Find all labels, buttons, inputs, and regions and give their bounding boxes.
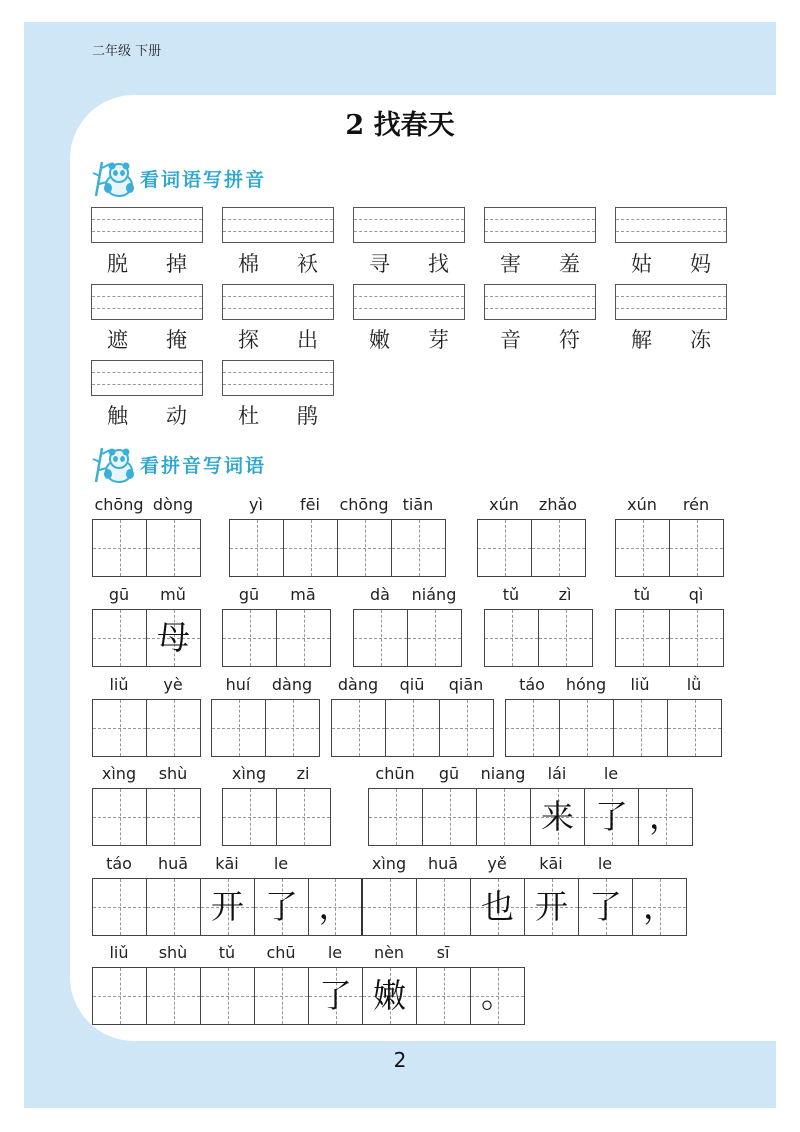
lesson-title: 2 找春天 (345, 110, 455, 141)
word-character: 杜 (238, 404, 259, 428)
pinyin-syllable (308, 854, 362, 873)
writing-cell[interactable] (277, 789, 331, 845)
pinyin-prompt (92, 854, 686, 873)
pinyin-prompt (92, 495, 200, 514)
pinyin-syllable: shù (158, 943, 188, 962)
cell-character: 了 (589, 887, 622, 926)
writing-cell[interactable] (223, 789, 277, 845)
pinyin-syllable: dàng (337, 675, 379, 694)
pinyin-syllable: lǜ (686, 675, 702, 694)
writing-cell[interactable] (369, 789, 423, 845)
vocabulary-word (91, 324, 203, 354)
pinyin-prompt (477, 495, 585, 514)
cell-character: 开 (535, 887, 568, 926)
tianzige-grid (615, 519, 724, 577)
pinyin-syllable: chūn (375, 764, 415, 783)
writing-cell[interactable] (93, 700, 147, 756)
word-character: 寻 (369, 252, 390, 276)
pinyin-syllable: zhǎo (538, 495, 578, 514)
panda-bamboo-icon (92, 444, 138, 484)
pinyin-answer-box[interactable] (353, 284, 465, 320)
tianzige-grid (505, 699, 722, 757)
pinyin-syllable: táo (519, 675, 545, 694)
writing-cell[interactable] (147, 700, 201, 756)
writing-cell[interactable] (147, 879, 201, 935)
writing-cell[interactable] (147, 789, 201, 845)
pinyin-syllable: chū (266, 943, 296, 962)
pinyin-prompt (505, 675, 721, 694)
writing-cell[interactable] (668, 700, 722, 756)
pinyin-syllable: huí (225, 675, 251, 694)
writing-cell[interactable] (392, 520, 446, 576)
pinyin-syllable: qì (688, 585, 704, 604)
word-character: 掩 (166, 328, 187, 352)
cell-character: 了 (319, 976, 352, 1015)
cell-character: 开 (211, 887, 244, 926)
pinyin-syllable: chōng (339, 495, 389, 514)
writing-cell[interactable] (93, 789, 147, 845)
pinyin-syllable: kāi (215, 854, 239, 873)
writing-cell[interactable] (266, 700, 320, 756)
pinyin-syllable: shù (158, 764, 188, 783)
vocabulary-word (484, 324, 596, 354)
page-number: 2 (393, 1048, 407, 1072)
pinyin-prompt (484, 585, 592, 604)
section-head-pinyin (92, 158, 266, 198)
word-character: 符 (559, 328, 580, 352)
pinyin-prompt (353, 585, 461, 604)
word-character: 遮 (107, 328, 128, 352)
writing-cell[interactable] (477, 789, 531, 845)
word-character: 掉 (166, 252, 187, 276)
writing-cell[interactable] (332, 700, 386, 756)
pinyin-syllable: tǔ (502, 585, 520, 604)
section-title: 看词语写拼音 (140, 168, 267, 191)
given-character-cell (471, 879, 525, 935)
word-character: 解 (631, 328, 652, 352)
writing-cell[interactable] (255, 968, 309, 1024)
cell-character: 母 (157, 618, 190, 657)
pinyin-prompt (92, 675, 200, 694)
pinyin-syllable: niang (480, 764, 526, 783)
tianzige-grid (211, 699, 320, 757)
pinyin-syllable: qiān (448, 675, 484, 694)
writing-cell[interactable] (506, 700, 560, 756)
tianzige-grid (331, 699, 494, 757)
pinyin-syllable: hóng (565, 675, 607, 694)
pinyin-syllable: táo (106, 854, 132, 873)
writing-cell[interactable] (354, 610, 408, 666)
pinyin-syllable: niáng (411, 585, 457, 604)
writing-cell[interactable] (93, 879, 147, 935)
given-character-cell (525, 879, 579, 935)
writing-cell[interactable] (485, 610, 539, 666)
given-character-cell (531, 789, 585, 845)
pinyin-syllable: xìng (231, 764, 267, 783)
word-character: 嫩 (369, 328, 390, 352)
pinyin-syllable: huā (157, 854, 189, 873)
pinyin-syllable: xún (489, 495, 519, 514)
cell-character: ， (649, 797, 682, 836)
word-character: 羞 (559, 252, 580, 276)
pinyin-prompt (92, 764, 200, 783)
pinyin-prompt (92, 585, 200, 604)
pinyin-syllable (470, 943, 524, 962)
given-character-cell (639, 789, 693, 845)
given-character-cell (201, 879, 255, 935)
given-character-cell (585, 789, 639, 845)
writing-cell[interactable] (93, 610, 147, 666)
writing-cell[interactable] (277, 610, 331, 666)
writing-cell[interactable] (363, 879, 417, 935)
pinyin-answer-box[interactable] (484, 207, 596, 243)
vocabulary-word (615, 248, 727, 278)
pinyin-syllable: xún (627, 495, 657, 514)
pinyin-syllable: le (603, 764, 619, 783)
word-character: 棉 (238, 252, 259, 276)
pinyin-syllable: dàng (271, 675, 313, 694)
writing-cell[interactable] (93, 520, 147, 576)
pinyin-syllable: gū (108, 585, 130, 604)
pinyin-syllable: xìng (101, 764, 137, 783)
cell-character: 。 (481, 976, 514, 1015)
given-character-cell (309, 968, 363, 1024)
pinyin-syllable: xìng (371, 854, 407, 873)
tianzige-grid (615, 609, 724, 667)
writing-cell[interactable] (616, 610, 670, 666)
pinyin-answer-box[interactable] (615, 207, 727, 243)
writing-cell[interactable] (147, 520, 201, 576)
tianzige-grid (229, 519, 446, 577)
vocabulary-word (222, 248, 334, 278)
writing-cell[interactable] (670, 520, 724, 576)
cell-character: ， (643, 887, 676, 926)
writing-cell[interactable] (386, 700, 440, 756)
writing-cell[interactable] (201, 968, 255, 1024)
word-character: 冻 (690, 328, 711, 352)
pinyin-prompt (92, 943, 524, 962)
pinyin-syllable: fēi (300, 495, 320, 514)
pinyin-answer-box[interactable] (91, 360, 203, 396)
word-character: 袄 (297, 252, 318, 276)
tianzige-grid (222, 609, 331, 667)
pinyin-prompt (368, 764, 692, 783)
writing-cell[interactable] (670, 610, 724, 666)
tianzige-grid (484, 609, 593, 667)
panda-bamboo-icon (92, 158, 138, 198)
tianzige-grid (92, 967, 525, 1025)
pinyin-prompt (222, 764, 330, 783)
pinyin-syllable: dà (370, 585, 390, 604)
cell-character: 嫩 (373, 976, 406, 1015)
pinyin-prompt (222, 585, 330, 604)
cell-character: 了 (595, 797, 628, 836)
pinyin-syllable: kāi (539, 854, 563, 873)
vocabulary-word (353, 324, 465, 354)
pinyin-prompt (229, 495, 445, 514)
given-character-cell (309, 879, 363, 935)
writing-cell[interactable] (423, 789, 477, 845)
writing-cell[interactable] (532, 520, 586, 576)
word-character: 芽 (428, 328, 449, 352)
vocabulary-word (91, 248, 203, 278)
pinyin-syllable: dòng (152, 495, 194, 514)
given-character-cell (579, 879, 633, 935)
word-character: 找 (428, 252, 449, 276)
pinyin-answer-box[interactable] (353, 207, 465, 243)
pinyin-syllable: zi (296, 764, 310, 783)
tianzige-grid (92, 609, 201, 667)
writing-cell[interactable] (478, 520, 532, 576)
writing-cell[interactable] (223, 610, 277, 666)
vocabulary-word (615, 324, 727, 354)
writing-cell[interactable] (408, 610, 462, 666)
pinyin-syllable: tǔ (218, 943, 236, 962)
pinyin-syllable: rén (682, 495, 710, 514)
tianzige-grid (368, 788, 693, 846)
pinyin-answer-box[interactable] (222, 360, 334, 396)
pinyin-syllable: gū (438, 764, 460, 783)
pinyin-syllable: zì (558, 585, 572, 604)
writing-cell[interactable] (616, 520, 670, 576)
pinyin-syllable: liǔ (630, 675, 650, 694)
writing-cell[interactable] (417, 879, 471, 935)
vocabulary-word (222, 400, 334, 430)
pinyin-answer-box[interactable] (615, 284, 727, 320)
writing-cell[interactable] (284, 520, 338, 576)
pinyin-answer-box[interactable] (222, 284, 334, 320)
pinyin-syllable: liǔ (109, 675, 129, 694)
tianzige-grid (92, 878, 687, 936)
vocabulary-word (353, 248, 465, 278)
vocabulary-word (222, 324, 334, 354)
pinyin-syllable: nèn (373, 943, 405, 962)
pinyin-syllable: tǔ (633, 585, 651, 604)
pinyin-answer-box[interactable] (484, 284, 596, 320)
pinyin-syllable: lái (547, 764, 567, 783)
word-character: 姑 (631, 252, 652, 276)
given-character-cell (471, 968, 525, 1024)
tianzige-grid (477, 519, 586, 577)
cell-character: ， (318, 887, 352, 926)
writing-cell[interactable] (560, 700, 614, 756)
given-character-cell (633, 879, 687, 935)
word-character: 出 (297, 328, 318, 352)
writing-cell[interactable] (338, 520, 392, 576)
pinyin-prompt (211, 675, 319, 694)
grade-label: 二年级 下册 (92, 44, 162, 59)
given-character-cell (147, 610, 201, 666)
pinyin-answer-box[interactable] (91, 207, 203, 243)
tianzige-grid (92, 788, 201, 846)
vocabulary-word (91, 400, 203, 430)
pinyin-prompt (615, 495, 723, 514)
given-character-cell (255, 879, 309, 935)
cell-character: 了 (265, 887, 298, 926)
tianzige-grid (222, 788, 331, 846)
pinyin-syllable: yè (163, 675, 183, 694)
pinyin-answer-box[interactable] (91, 284, 203, 320)
section-head-characters (92, 444, 266, 484)
word-character: 脱 (107, 252, 128, 276)
pinyin-syllable: sī (436, 943, 450, 962)
pinyin-syllable: le (327, 943, 343, 962)
pinyin-syllable: tiān (402, 495, 434, 514)
writing-cell[interactable] (230, 520, 284, 576)
word-character: 害 (500, 252, 521, 276)
pinyin-syllable: le (273, 854, 289, 873)
pinyin-syllable: liǔ (109, 943, 129, 962)
cell-character: 也 (481, 887, 514, 926)
pinyin-syllable: le (597, 854, 613, 873)
word-character: 鹃 (297, 404, 318, 428)
writing-cell[interactable] (93, 968, 147, 1024)
cell-character: 来 (541, 797, 574, 836)
word-character: 探 (238, 328, 259, 352)
vocabulary-word (484, 248, 596, 278)
pinyin-syllable: huā (427, 854, 459, 873)
word-character: 动 (166, 404, 187, 428)
pinyin-syllable (638, 764, 692, 783)
pinyin-syllable (632, 854, 686, 873)
tianzige-grid (92, 699, 201, 757)
pinyin-syllable: gū (238, 585, 260, 604)
writing-cell[interactable] (539, 610, 593, 666)
pinyin-answer-box[interactable] (222, 207, 334, 243)
writing-cell[interactable] (147, 968, 201, 1024)
section-title: 看拼音写词语 (140, 454, 267, 477)
writing-cell[interactable] (614, 700, 668, 756)
tianzige-grid (353, 609, 462, 667)
given-character-cell (363, 968, 417, 1024)
pinyin-syllable: yě (487, 854, 507, 873)
pinyin-syllable: mǔ (160, 585, 186, 604)
pinyin-syllable: mā (290, 585, 316, 604)
word-character: 妈 (690, 252, 711, 276)
tianzige-grid (92, 519, 201, 577)
pinyin-prompt (615, 585, 723, 604)
pinyin-syllable: yì (249, 495, 263, 514)
word-character: 触 (107, 404, 128, 428)
writing-cell[interactable] (212, 700, 266, 756)
word-character: 音 (500, 328, 521, 352)
writing-cell[interactable] (440, 700, 494, 756)
writing-cell[interactable] (417, 968, 471, 1024)
pinyin-syllable: chōng (94, 495, 144, 514)
pinyin-syllable: qiū (399, 675, 425, 694)
pinyin-prompt (331, 675, 493, 694)
